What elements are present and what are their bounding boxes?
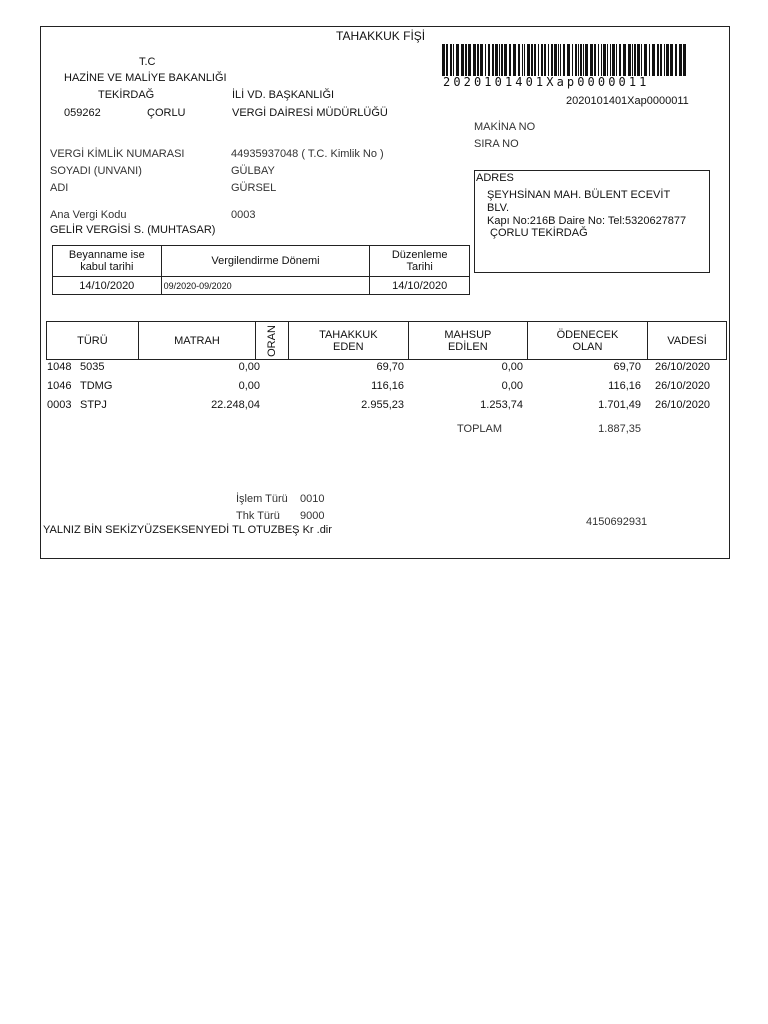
col-tahakkuk: TAHAKKUK EDEN <box>288 322 408 360</box>
col-matrah: MATRAH <box>138 322 255 360</box>
barcode-bar <box>652 44 655 76</box>
barcode-bar <box>456 44 459 76</box>
barcode-bar <box>578 44 579 76</box>
row-3-matrah: 22.248,04 <box>211 399 260 411</box>
barcode-bar <box>534 44 536 76</box>
col-mahsup: MAHSUP EDİLEN <box>408 322 527 360</box>
barcode-bar <box>477 44 479 76</box>
barcode-bar <box>558 44 559 76</box>
tax-type: GELİR VERGİSİ S. (MUHTASAR) <box>50 224 216 236</box>
period-header-accept: Beyanname ise kabul tarihi <box>53 246 162 277</box>
barcode-caption: 2020101401Xap0000011 <box>566 95 689 107</box>
barcode-bar <box>666 44 669 76</box>
header-office-code: 059262 <box>64 107 101 119</box>
barcode-bar <box>575 44 577 76</box>
period-header-issue: Düzenleme Tarihi <box>370 246 470 277</box>
barcode-bar <box>660 44 662 76</box>
barcode-bar <box>644 44 647 76</box>
barcode-bar <box>504 44 507 76</box>
barcode-bar <box>670 44 673 76</box>
islem-turu-label: İşlem Türü <box>236 493 288 505</box>
row-2-name: TDMG <box>80 380 113 392</box>
barcode-bar <box>598 44 599 76</box>
barcode-bar <box>572 44 573 76</box>
surname-value: GÜLBAY <box>231 165 275 177</box>
header-office-name: VERGİ DAİRESİ MÜDÜRLÜĞÜ <box>232 107 388 119</box>
barcode-bar <box>468 44 471 76</box>
barcode-bar <box>641 44 642 76</box>
barcode-bar <box>664 44 665 76</box>
address-line-2: BLV. <box>487 202 510 214</box>
barcode-bar <box>683 44 686 76</box>
barcode-bar <box>632 44 633 76</box>
main-tax-code-value: 0003 <box>231 209 256 221</box>
barcode-bar <box>590 44 593 76</box>
barcode-bar <box>585 44 588 76</box>
thk-turu-value: 9000 <box>300 510 325 522</box>
barcode-bar <box>601 44 602 76</box>
barcode-bar <box>488 44 490 76</box>
row-2-tahakkuk: 116,16 <box>371 380 404 392</box>
period-value: 09/2020-09/2020 <box>161 277 370 295</box>
barcode-bar <box>495 44 498 76</box>
header-province: TEKİRDAĞ <box>98 89 155 101</box>
address-line-3: Kapı No:216B Daire No: Tel:5320627877 <box>487 215 687 227</box>
main-table-header <box>46 321 727 360</box>
barcode-bar <box>554 44 557 76</box>
sira-no-label: SIRA NO <box>474 138 519 150</box>
barcode-bar <box>610 44 611 76</box>
vkn-value: 44935937048 ( T.C. Kimlik No ) <box>231 148 384 160</box>
row-2-vade: 26/10/2020 <box>655 380 711 392</box>
barcode-bar <box>675 44 677 76</box>
main-tax-code-label: Ana Vergi Kodu <box>50 209 127 221</box>
barcode-bar <box>657 44 659 76</box>
makina-no-label: MAKİNA NO <box>474 121 536 133</box>
reference-number: 4150692931 <box>586 516 648 528</box>
barcode-bar <box>527 44 530 76</box>
thk-turu-label: Thk Türü <box>236 510 280 522</box>
barcode-bar <box>637 44 640 76</box>
col-vadesi: VADESİ <box>647 322 726 360</box>
header-tc: T.C <box>139 56 156 68</box>
barcode-bar <box>567 44 570 76</box>
row-1-mahsup: 0,00 <box>501 361 523 373</box>
issue-date: 14/10/2020 <box>370 277 470 295</box>
barcode-bar <box>649 44 650 76</box>
barcode-bar <box>461 44 464 76</box>
barcode-bar <box>501 44 503 76</box>
period-table <box>52 245 470 295</box>
barcode-bar <box>485 44 486 76</box>
document-title: TAHAKKUK FİŞİ <box>336 29 426 43</box>
barcode-bar <box>548 44 549 76</box>
row-3-name: STPJ <box>80 399 107 411</box>
period-header-period: Vergilendirme Dönemi <box>161 246 370 277</box>
name-value: GÜRSEL <box>231 182 277 194</box>
row-3-mahsup: 1.253,74 <box>480 399 523 411</box>
barcode-bar <box>679 44 682 76</box>
header-ministry: HAZİNE VE MALİYE BAKANLIĞI <box>64 72 227 84</box>
barcode-bar <box>603 44 606 76</box>
barcode-bar <box>522 44 523 76</box>
barcode-bar <box>518 44 520 76</box>
row-1-odenecek: 69,70 <box>613 361 641 373</box>
address-label: ADRES <box>476 172 514 184</box>
row-1-name: 5035 <box>80 361 105 373</box>
barcode-bar <box>616 44 617 76</box>
total-label: TOPLAM <box>457 423 503 435</box>
row-3-code: 0003 <box>47 399 72 411</box>
barcode-bar <box>612 44 615 76</box>
row-2-odenecek: 116,16 <box>608 380 641 392</box>
barcode-bar <box>499 44 500 76</box>
barcode-bar <box>560 44 561 76</box>
barcode-bar <box>465 44 467 76</box>
barcode-bar <box>509 44 511 76</box>
header-district: ÇORLU <box>147 107 186 119</box>
row-1-vade: 26/10/2020 <box>655 361 711 373</box>
col-turu: TÜRÜ <box>47 322 139 360</box>
row-1-matrah: 0,00 <box>238 361 260 373</box>
row-1-tahakkuk: 69,70 <box>376 361 404 373</box>
barcode-bar <box>583 44 584 76</box>
address-line-4: ÇORLU TEKİRDAĞ <box>487 227 588 239</box>
col-odenecek: ÖDENECEK OLAN <box>527 322 647 360</box>
barcode-human-readable: 2020101401Xap0000011 <box>443 75 650 89</box>
row-3-tahakkuk: 2.955,23 <box>361 399 404 411</box>
col-oran: ORAN <box>256 322 289 360</box>
row-2-mahsup: 0,00 <box>501 380 523 392</box>
barcode-bar <box>513 44 516 76</box>
header-il-vd: İLİ VD. BAŞKANLIĞI <box>232 89 335 101</box>
barcode-bar <box>524 44 525 76</box>
row-3-odenecek: 1.701,49 <box>598 399 641 411</box>
barcode-bar <box>442 44 445 76</box>
barcode-bar <box>634 44 636 76</box>
barcode-bar <box>607 44 608 76</box>
amount-in-words: YALNIZ BİN SEKİZYÜZSEKSENYEDİ TL OTUZBEŞ Kr .dir <box>43 524 332 536</box>
surname-label: SOYADI (UNVANI) <box>50 165 142 177</box>
row-2-code: 1046 <box>47 380 72 392</box>
barcode-bar <box>551 44 553 76</box>
barcode-bar <box>538 44 539 76</box>
vkn-label: VERGİ KİMLİK NUMARASI <box>50 148 185 160</box>
barcode-bar <box>450 44 452 76</box>
row-3-vade: 26/10/2020 <box>655 399 711 411</box>
barcode-bar <box>473 44 476 76</box>
accept-date: 14/10/2020 <box>53 277 162 295</box>
barcode-bar <box>563 44 565 76</box>
barcode-bar <box>619 44 621 76</box>
barcode-bar <box>594 44 596 76</box>
total-value: 1.887,35 <box>598 423 641 435</box>
barcode-bar <box>453 44 454 76</box>
barcode-image <box>440 44 690 76</box>
barcode-bar <box>446 44 448 76</box>
barcode-bar <box>531 44 533 76</box>
address-line-1: ŞEYHSİNAN MAH. BÜLENT ECEVİT <box>487 189 671 201</box>
barcode-bar <box>628 44 631 76</box>
row-2-matrah: 0,00 <box>238 380 260 392</box>
islem-turu-value: 0010 <box>300 493 325 505</box>
barcode-bar <box>492 44 494 76</box>
barcode-bar <box>544 44 546 76</box>
barcode-bar <box>580 44 582 76</box>
name-label: ADI <box>50 182 69 194</box>
row-1-code: 1048 <box>47 361 72 373</box>
barcode-bar <box>623 44 626 76</box>
barcode-bar <box>480 44 483 76</box>
barcode-bar <box>541 44 543 76</box>
